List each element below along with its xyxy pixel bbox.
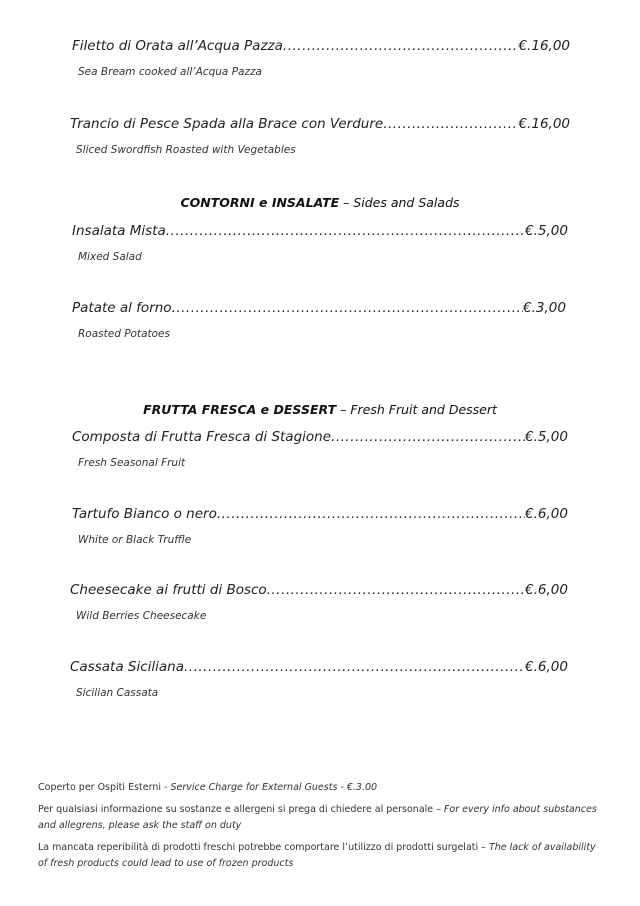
frozen-english: The lack of availability of fresh products could lead to use of frozen products [38, 842, 596, 869]
menu-item-line [70, 115, 570, 133]
item-name: Cheesecake ai frutti di Bosco [70, 582, 267, 598]
item-name: Patate al forno [72, 300, 172, 316]
menu-item [72, 505, 568, 547]
section-title-italian: FRUTTA FRESCA e DESSERT [143, 402, 337, 417]
item-price: €.6,00 [525, 659, 568, 675]
section-title-italian: CONTORNI e INSALATE [180, 195, 340, 210]
item-name: Cassata Siciliana [70, 659, 184, 675]
item-price: €.16,00 [518, 38, 570, 54]
dot-leader [217, 505, 525, 523]
item-description: Sea Bream cooked all’Acqua Pazza [78, 66, 262, 78]
menu-item [72, 428, 568, 470]
menu-item [72, 222, 568, 264]
item-price: €.6,00 [525, 506, 568, 522]
item-price: €.6,00 [525, 582, 568, 598]
allergen-english: For every info about substances and allegrens, please ask the staff on duty [38, 804, 597, 831]
dot-leader [166, 222, 525, 240]
item-description: Mixed Salad [78, 251, 142, 263]
menu-item-line [72, 37, 570, 55]
menu-item [72, 299, 566, 341]
frozen-products-note [38, 840, 603, 872]
item-price: €.5,00 [525, 223, 568, 239]
menu-item-line [72, 299, 566, 317]
item-name: Insalata Mista [72, 223, 166, 239]
item-name: Composta di Frutta Fresca di Stagione [72, 429, 332, 445]
frozen-italian: La mancata reperibilità di prodotti freschi potrebbe comportare l’utilizzo di prodotti surgelati – [38, 842, 489, 853]
item-description: Wild Berries Cheesecake [76, 610, 207, 622]
item-name: Tartufo Bianco o nero [72, 506, 217, 522]
dot-leader [172, 299, 523, 317]
item-price: €.16,00 [518, 116, 570, 132]
section-title-dessert [0, 402, 640, 418]
section-title-separator: – [339, 195, 354, 210]
section-title-sides [0, 195, 640, 211]
menu-item-line [70, 658, 568, 676]
allergen-note [38, 802, 603, 834]
dot-leader [283, 37, 519, 55]
menu-item-line [70, 581, 568, 599]
dot-leader [267, 581, 525, 599]
cover-charge-italian: Coperto per Ospiti Esterni - [38, 782, 171, 793]
menu-item [72, 37, 570, 79]
section-title-english: Fresh Fruit and Dessert [350, 402, 497, 417]
dot-leader [331, 428, 525, 446]
item-description: Roasted Potatoes [78, 328, 170, 340]
item-name: Filetto di Orata all’Acqua Pazza [72, 38, 283, 54]
item-price: €.3,00 [523, 300, 566, 316]
item-name: Trancio di Pesce Spada alla Brace con Verdure [70, 116, 384, 132]
footer-notes [38, 780, 603, 878]
section-title-english: Sides and Salads [353, 195, 460, 210]
menu-item-line [72, 428, 568, 446]
cover-charge-english: Service Charge for External Guests - €.3.00 [170, 782, 378, 793]
section-title-separator: – [336, 402, 351, 417]
menu-item [70, 581, 568, 623]
cover-charge-note [38, 780, 603, 796]
menu-item [70, 115, 570, 157]
item-price: €.5,00 [525, 429, 568, 445]
menu-item-line [72, 222, 568, 240]
allergen-italian: Per qualsiasi informazione su sostanze e allergeni si prega di chiedere al personale – [38, 804, 444, 815]
item-description: Sliced Swordfish Roasted with Vegetables [76, 144, 296, 156]
item-description: White or Black Truffle [78, 534, 192, 546]
menu-item [70, 658, 568, 700]
menu-item-line [72, 505, 568, 523]
dot-leader [184, 658, 525, 676]
item-description: Fresh Seasonal Fruit [78, 457, 186, 469]
dot-leader [383, 115, 518, 133]
item-description: Sicilian Cassata [76, 687, 159, 699]
